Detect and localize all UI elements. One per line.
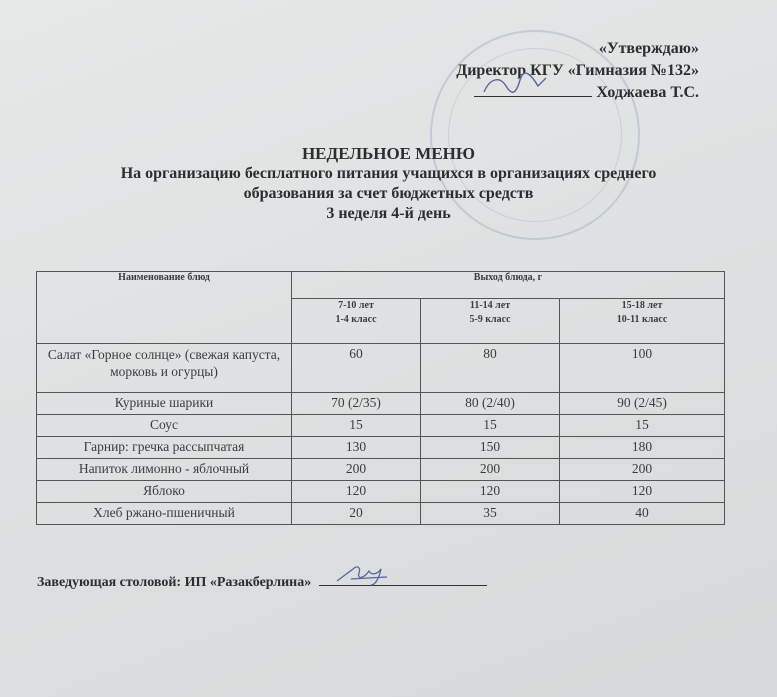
age-group-header: 11-14 лет 5-9 класс <box>421 299 560 344</box>
portion-value: 80 (2/40) <box>421 393 560 415</box>
portion-value: 15 <box>560 415 725 437</box>
portion-value: 150 <box>421 437 560 459</box>
table-row <box>37 437 725 459</box>
table-row <box>37 503 725 525</box>
dish-name: Хлеб ржано-пшеничный <box>37 503 292 525</box>
table-row <box>37 344 725 393</box>
portion-value: 180 <box>560 437 725 459</box>
portion-value: 80 <box>421 344 560 393</box>
portion-value: 120 <box>421 481 560 503</box>
portion-value: 130 <box>292 437 421 459</box>
dish-name-header: Наименование блюд <box>37 272 292 344</box>
age-group-header: 7-10 лет 1-4 класс <box>292 299 421 344</box>
portion-value: 20 <box>292 503 421 525</box>
dish-output-header: Выход блюда, г <box>292 272 725 299</box>
age-group-header: 15-18 лет 10-11 класс <box>560 299 725 344</box>
signature-underline <box>319 573 487 586</box>
document-subtitle-2: образования за счет бюджетных средств <box>243 185 534 202</box>
table-row <box>37 481 725 503</box>
portion-value: 100 <box>560 344 725 393</box>
portion-value: 200 <box>421 459 560 481</box>
manager-signature-icon <box>331 561 391 587</box>
document-heading: НЕДЕЛЬНОЕ МЕНЮ <box>301 144 476 163</box>
portion-value: 90 (2/45) <box>560 393 725 415</box>
dish-name: Яблоко <box>37 481 292 503</box>
canteen-manager-label: Заведующая столовой: ИП «Разакберлина» <box>37 575 312 590</box>
dish-name: Соус <box>37 415 292 437</box>
portion-value: 35 <box>421 503 560 525</box>
approval-director: Директор КГУ «Гимназия №132» <box>456 62 699 79</box>
director-signature-icon <box>480 72 550 98</box>
canteen-manager-signature <box>37 573 487 591</box>
portion-value: 200 <box>292 459 421 481</box>
dish-name: Салат «Горное солнце» (свежая капуста, морковь и огурцы) <box>37 344 292 393</box>
portion-value: 120 <box>292 481 421 503</box>
dish-name: Гарнир: гречка рассыпчатая <box>37 437 292 459</box>
approval-title: «Утверждаю» <box>598 40 699 57</box>
menu-table <box>36 271 725 525</box>
portion-value: 15 <box>292 415 421 437</box>
dish-name: Напиток лимонно - яблочный <box>37 459 292 481</box>
table-row <box>37 415 725 437</box>
portion-value: 40 <box>560 503 725 525</box>
document-subtitle-1: На организацию бесплатного питания учащихся в организациях среднего <box>120 165 657 182</box>
portion-value: 200 <box>560 459 725 481</box>
table-row <box>37 459 725 481</box>
portion-value: 15 <box>421 415 560 437</box>
document-title-block <box>0 143 777 224</box>
portion-value: 70 (2/35) <box>292 393 421 415</box>
table-row <box>37 393 725 415</box>
week-day-label: 3 неделя 4-й день <box>326 205 451 222</box>
portion-value: 120 <box>560 481 725 503</box>
approval-name: Ходжаева Т.С. <box>596 84 699 101</box>
portion-value: 60 <box>292 344 421 393</box>
dish-name: Куриные шарики <box>37 393 292 415</box>
